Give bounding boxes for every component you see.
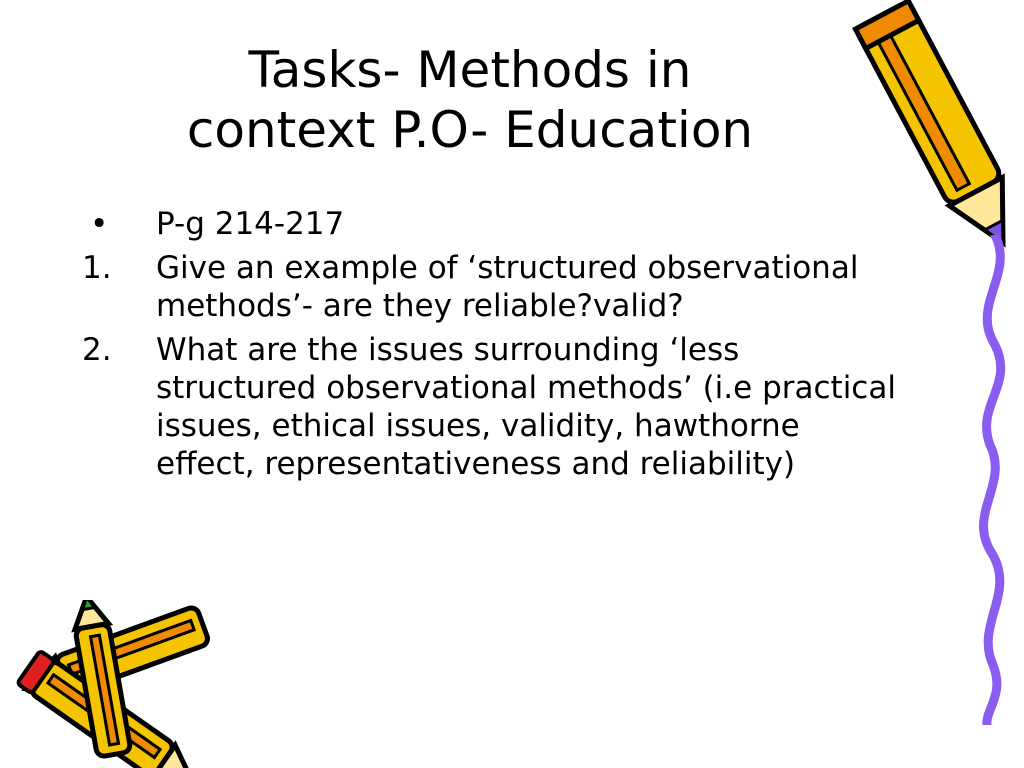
list-item-text: P-g 214-217 [156, 206, 345, 242]
number-marker: 1. [82, 250, 112, 286]
list-item-text: What are the issues surrounding ‘less structured observational methods’ (i.e practical issues, ethical issues, validity, hawthorne effect, representativeness and reliability) [156, 332, 896, 482]
list-item-page-reference [82, 205, 902, 243]
squiggle-line-icon [955, 235, 1024, 725]
slide-title-line-1: Tasks- Methods in [248, 41, 692, 99]
number-marker: 2. [82, 332, 112, 368]
list-item-question-1 [82, 249, 902, 325]
list-item-text: Give an example of ‘structured observational methods’- are they reliable?valid? [156, 250, 859, 324]
slide-title [60, 40, 880, 160]
slide-title-line-2: context P.O- Education [186, 101, 754, 159]
crossed-pencils-icon [0, 600, 220, 768]
bullet-marker: • [90, 206, 109, 242]
slide-body [82, 205, 902, 489]
list-item-question-2 [82, 331, 902, 483]
